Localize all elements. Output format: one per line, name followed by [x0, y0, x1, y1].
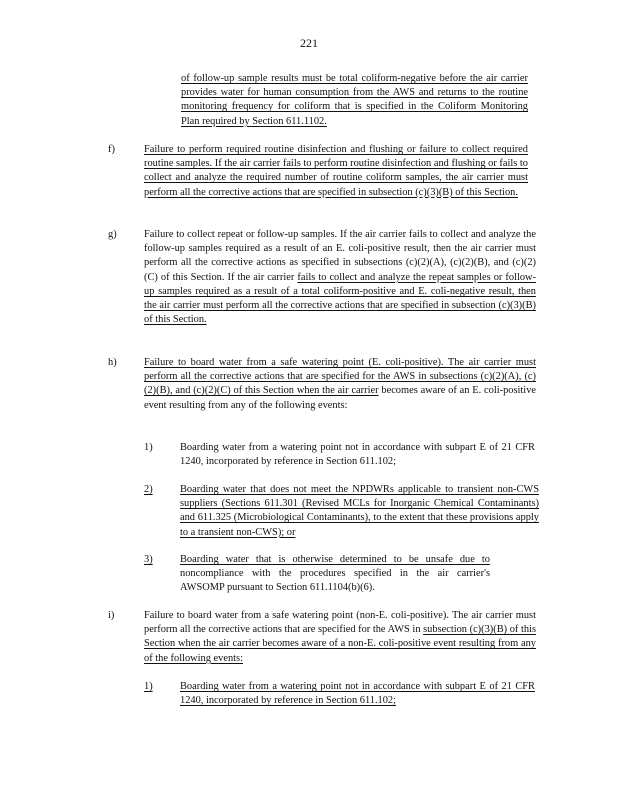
- item-h-sub2-paragraph: [180, 483, 539, 540]
- item-h-sub2-text: Boarding water that does not meet the NPDWRs applicable to transient non-CWS suppliers (Sections 611.301 (Revised MCLs for Inorganic Chemical Contaminants) and 611.325 (Microbiological Contaminants), to the extent that these provisions apply to a transient non-CWS); or: [180, 484, 539, 538]
- item-f-label: f): [108, 144, 115, 155]
- item-g-text-plain: Failure to collect repeat or follow-up samples. If the air carrier fails to collect and analyze the follow-up samples required as a result of an E. coli-positive result, then the air carrier must perform all the corrective actions as specified in subsections (c)(2)(A), (c)(2)(B), and (c)(2)(C) of this Section. If the air carrier: [144, 229, 536, 283]
- item-i-label: i): [108, 610, 115, 621]
- item-f-paragraph: [144, 143, 528, 200]
- item-f-text: Failure to perform required routine disinfection and flushing or failure to collect required routine samples. If the air carrier fails to perform routine disinfection and flushing or fails to collect and analyze the required number of routine coliform samples, the air carrier must perform all the corrective actions that are specified in subsection (c)(3)(B) of this Section.: [144, 144, 528, 198]
- page-number: 221: [300, 36, 318, 50]
- item-g-label: g): [108, 229, 117, 240]
- item-h-text-plain: becomes aware of an E. coli-positive event resulting from any of the following events:: [144, 385, 536, 411]
- item-i-sub1-paragraph: [180, 680, 535, 708]
- item-h-sub3-paragraph: [180, 553, 490, 596]
- item-i-sub1-text: Boarding water from a watering point not in accordance with subpart E of 21 CFR 1240, incorporated by reference in Section 611.102;: [180, 681, 535, 707]
- item-g-text-underlined: fails to collect and analyze the repeat samples or follow-up samples required as a result of a total coliform-positive and E. coli-negative result, then the air carrier must perform all the corrective actions that are specified in subsection (c)(3)(B) of this Section.: [144, 271, 536, 326]
- item-h-paragraph: [144, 356, 536, 413]
- item-i-paragraph: [144, 609, 536, 666]
- item-i-text-underlined: subsection (c)(3)(B) of this Section when the air carrier becomes aware of a non-E. coli-positive event resulting from any of the following events:: [144, 624, 536, 664]
- item-h-sub3-text-rest: noncompliance with the procedures specified in the air carrier's AWSOMP pursuant to Section 611.1104(b)(6).: [180, 568, 490, 594]
- item-h-sub3-text-underlined: Boarding water that is otherwise determined to be unsafe due to: [180, 554, 490, 565]
- intro-text: of follow-up sample results must be total coliform-negative before the air carrier provides water for human consumption from the AWS and returns to the routine monitoring frequency for coliform that is specified in the Coliform Monitoring Plan required by Section 611.1102.: [181, 73, 528, 127]
- intro-paragraph: [181, 72, 528, 129]
- item-h-sub1-label: 1): [144, 442, 153, 453]
- item-h-sub3-label: 3): [144, 554, 153, 565]
- item-g-paragraph: [144, 228, 536, 327]
- item-h-text-underlined: Failure to board water from a safe watering point (E. coli-positive). The air carrier must perform all the corrective actions that are specified for the AWS in subsections (c)(2)(A), (c)(2)(B), and (c)(2)(C) of this Section when the air carrier: [144, 357, 536, 397]
- item-h-label: h): [108, 357, 117, 368]
- item-h-sub2-label: 2): [144, 484, 153, 495]
- item-i-text-plain: Failure to board water from a safe watering point (non-E. coli-positive). The air carrier must perform all the corrective actions that are specified for the AWS in: [144, 610, 536, 636]
- item-i-sub1-label: 1): [144, 681, 153, 692]
- item-h-sub1-text: Boarding water from a watering point not in accordance with subpart E of 21 CFR 1240, incorporated by reference in Section 611.102;: [180, 442, 535, 468]
